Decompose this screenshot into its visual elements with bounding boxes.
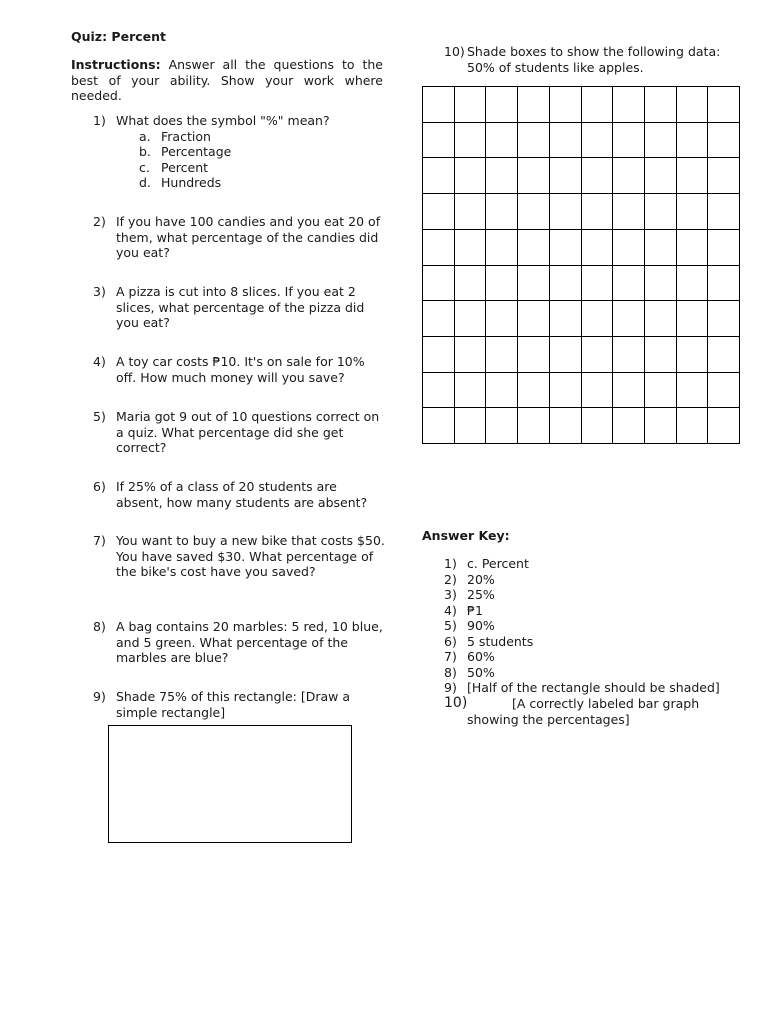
option-b: b. Percentage [139,144,232,159]
shading-grid [422,86,740,444]
grid-cell[interactable] [486,87,518,123]
grid-cell[interactable] [455,87,487,123]
question-2 [93,214,385,261]
question-text: Maria got 9 out of 10 questions correct on a quiz. What percentage did she get correct? [116,409,380,455]
grid-cell[interactable] [550,194,582,230]
grid-cell[interactable] [423,123,455,159]
grid-cell[interactable] [708,230,740,266]
instructions [71,57,383,104]
grid-cell[interactable] [550,301,582,337]
grid-cell[interactable] [677,123,709,159]
grid-cell[interactable] [613,87,645,123]
grid-cell[interactable] [486,194,518,230]
grid-cell[interactable] [708,87,740,123]
question-number: 10) [444,44,465,59]
grid-cell[interactable] [645,408,677,444]
grid-cell[interactable] [423,158,455,194]
grid-cell[interactable] [677,230,709,266]
grid-cell[interactable] [455,158,487,194]
grid-cell[interactable] [582,194,614,230]
grid-cell[interactable] [423,230,455,266]
grid-cell[interactable] [518,230,550,266]
grid-cell[interactable] [645,194,677,230]
grid-cell[interactable] [455,230,487,266]
grid-cell[interactable] [518,373,550,409]
grid-cell[interactable] [455,266,487,302]
question-text: A bag contains 20 marbles: 5 red, 10 blue, and 5 green. What percentage of the marbles are blue? [116,619,383,665]
quiz-title: Quiz: Percent [71,29,167,44]
grid-cell[interactable] [645,158,677,194]
grid-cell[interactable] [582,337,614,373]
answer-7: 7) 60% [444,649,495,664]
grid-cell[interactable] [518,266,550,302]
grid-cell[interactable] [677,337,709,373]
grid-cell[interactable] [550,158,582,194]
question-number: 3) [93,284,106,299]
question-text: A toy car costs ₱10. It's on sale for 10% off. How much money will you save? [116,354,365,385]
grid-cell[interactable] [582,408,614,444]
question-6 [93,479,385,510]
grid-cell[interactable] [613,230,645,266]
answer-key-title: Answer Key: [422,528,510,543]
grid-cell[interactable] [455,337,487,373]
grid-cell[interactable] [550,87,582,123]
grid-cell[interactable] [645,123,677,159]
grid-cell[interactable] [550,337,582,373]
grid-cell[interactable] [550,408,582,444]
grid-cell[interactable] [455,123,487,159]
grid-cell[interactable] [486,408,518,444]
grid-cell[interactable] [613,158,645,194]
grid-cell[interactable] [582,123,614,159]
grid-cell[interactable] [613,408,645,444]
grid-cell[interactable] [708,337,740,373]
grid-cell[interactable] [518,408,550,444]
question-3 [93,284,385,331]
grid-cell[interactable] [518,337,550,373]
grid-cell[interactable] [455,408,487,444]
question-9 [93,689,385,720]
option-d: d. Hundreds [139,175,222,190]
question-number: 6) [93,479,106,494]
grid-cell[interactable] [677,158,709,194]
grid-cell[interactable] [582,266,614,302]
question-text: If you have 100 candies and you eat 20 of them, what percentage of the candies did you eat? [116,214,381,260]
grid-cell[interactable] [582,158,614,194]
grid-cell[interactable] [550,266,582,302]
question-10 [444,44,744,75]
grid-cell[interactable] [518,87,550,123]
grid-cell[interactable] [708,373,740,409]
grid-cell[interactable] [582,230,614,266]
grid-cell[interactable] [677,87,709,123]
grid-cell[interactable] [582,301,614,337]
grid-cell[interactable] [550,373,582,409]
question-number: 1) [93,113,106,128]
grid-cell[interactable] [423,87,455,123]
question-number: 8) [93,619,106,634]
grid-cell[interactable] [582,373,614,409]
answer-options [139,129,385,191]
grid-cell[interactable] [486,123,518,159]
question-text: Shade 75% of this rectangle: [Draw a simple rectangle] [116,689,351,720]
instructions-text: Answer all the questions to the best of your ability. Show your work where needed. [71,57,383,103]
grid-cell[interactable] [486,373,518,409]
grid-cell[interactable] [677,194,709,230]
grid-cell[interactable] [613,337,645,373]
grid-cell[interactable] [486,158,518,194]
question-text: What does the symbol "%" mean? [116,113,330,128]
grid-cell[interactable] [677,408,709,444]
question-text: Shade boxes to show the following data: 50% of students like apples. [467,44,721,75]
grid-cell[interactable] [613,301,645,337]
answer-8: 8) 50% [444,664,495,680]
answer-1: 1) c. Percent [444,556,529,571]
grid-cell[interactable] [645,230,677,266]
grid-cell[interactable] [423,266,455,302]
grid-cell[interactable] [518,194,550,230]
grid-cell[interactable] [486,337,518,373]
grid-cell[interactable] [423,301,455,337]
question-number: 4) [93,354,106,369]
question-number: 9) [93,689,106,704]
question-text: If 25% of a class of 20 students are absent, how many students are absent? [116,479,368,510]
question-5 [93,409,385,456]
grid-cell[interactable] [708,158,740,194]
grid-cell[interactable] [423,337,455,373]
grid-cell[interactable] [645,301,677,337]
grid-cell[interactable] [708,408,740,444]
grid-cell[interactable] [613,266,645,302]
question-text: You want to buy a new bike that costs $50. You have saved $30. What percentage of the bike's cost have you saved? [116,533,385,579]
grid-cell[interactable] [518,158,550,194]
grid-cell[interactable] [677,266,709,302]
grid-cell[interactable] [518,123,550,159]
grid-cell[interactable] [455,373,487,409]
grid-cell[interactable] [708,301,740,337]
grid-cell[interactable] [423,373,455,409]
shading-rectangle[interactable] [108,725,352,843]
answer-6: 6) 5 students [444,633,534,649]
question-7 [93,533,385,580]
grid-cell[interactable] [677,301,709,337]
grid-cell[interactable] [645,266,677,302]
grid-cell[interactable] [708,266,740,302]
grid-cell[interactable] [423,408,455,444]
answer-9: 9) [Half of the rectangle should be shaded] [444,680,720,695]
option-c: c. Percent [139,159,209,175]
grid-cell[interactable] [486,301,518,337]
answer-2: 2) 20% [444,571,495,587]
question-number: 7) [93,533,106,548]
grid-cell[interactable] [455,301,487,337]
question-text: A pizza is cut into 8 slices. If you eat 2 slices, what percentage of the pizza did you eat? [116,284,365,330]
grid-cell[interactable] [423,194,455,230]
grid-cell[interactable] [677,373,709,409]
grid-cell[interactable] [486,266,518,302]
grid-cell[interactable] [582,87,614,123]
question-1 [93,113,385,191]
grid-cell[interactable] [645,337,677,373]
grid-cell[interactable] [708,194,740,230]
option-a: a. Fraction [139,128,211,144]
grid-cell[interactable] [550,123,582,159]
grid-cell[interactable] [455,194,487,230]
grid-cell[interactable] [518,301,550,337]
question-number: 5) [93,409,106,424]
question-4 [93,354,385,385]
answer-5: 5) 90% [444,618,495,633]
answer-10: 10) [A correctly labeled bar graph showing the percentages] [444,695,700,727]
grid-cell[interactable] [645,87,677,123]
instructions-label: Instructions: [71,57,161,72]
question-8 [93,619,385,666]
grid-cell[interactable] [645,373,677,409]
grid-cell[interactable] [550,230,582,266]
grid-cell[interactable] [613,373,645,409]
grid-cell[interactable] [613,123,645,159]
grid-cell[interactable] [613,194,645,230]
answer-4: 4) ₱1 [444,602,483,618]
grid-cell[interactable] [486,230,518,266]
answer-3: 3) 25% [444,587,495,602]
grid-cell[interactable] [708,123,740,159]
question-number: 2) [93,214,106,229]
